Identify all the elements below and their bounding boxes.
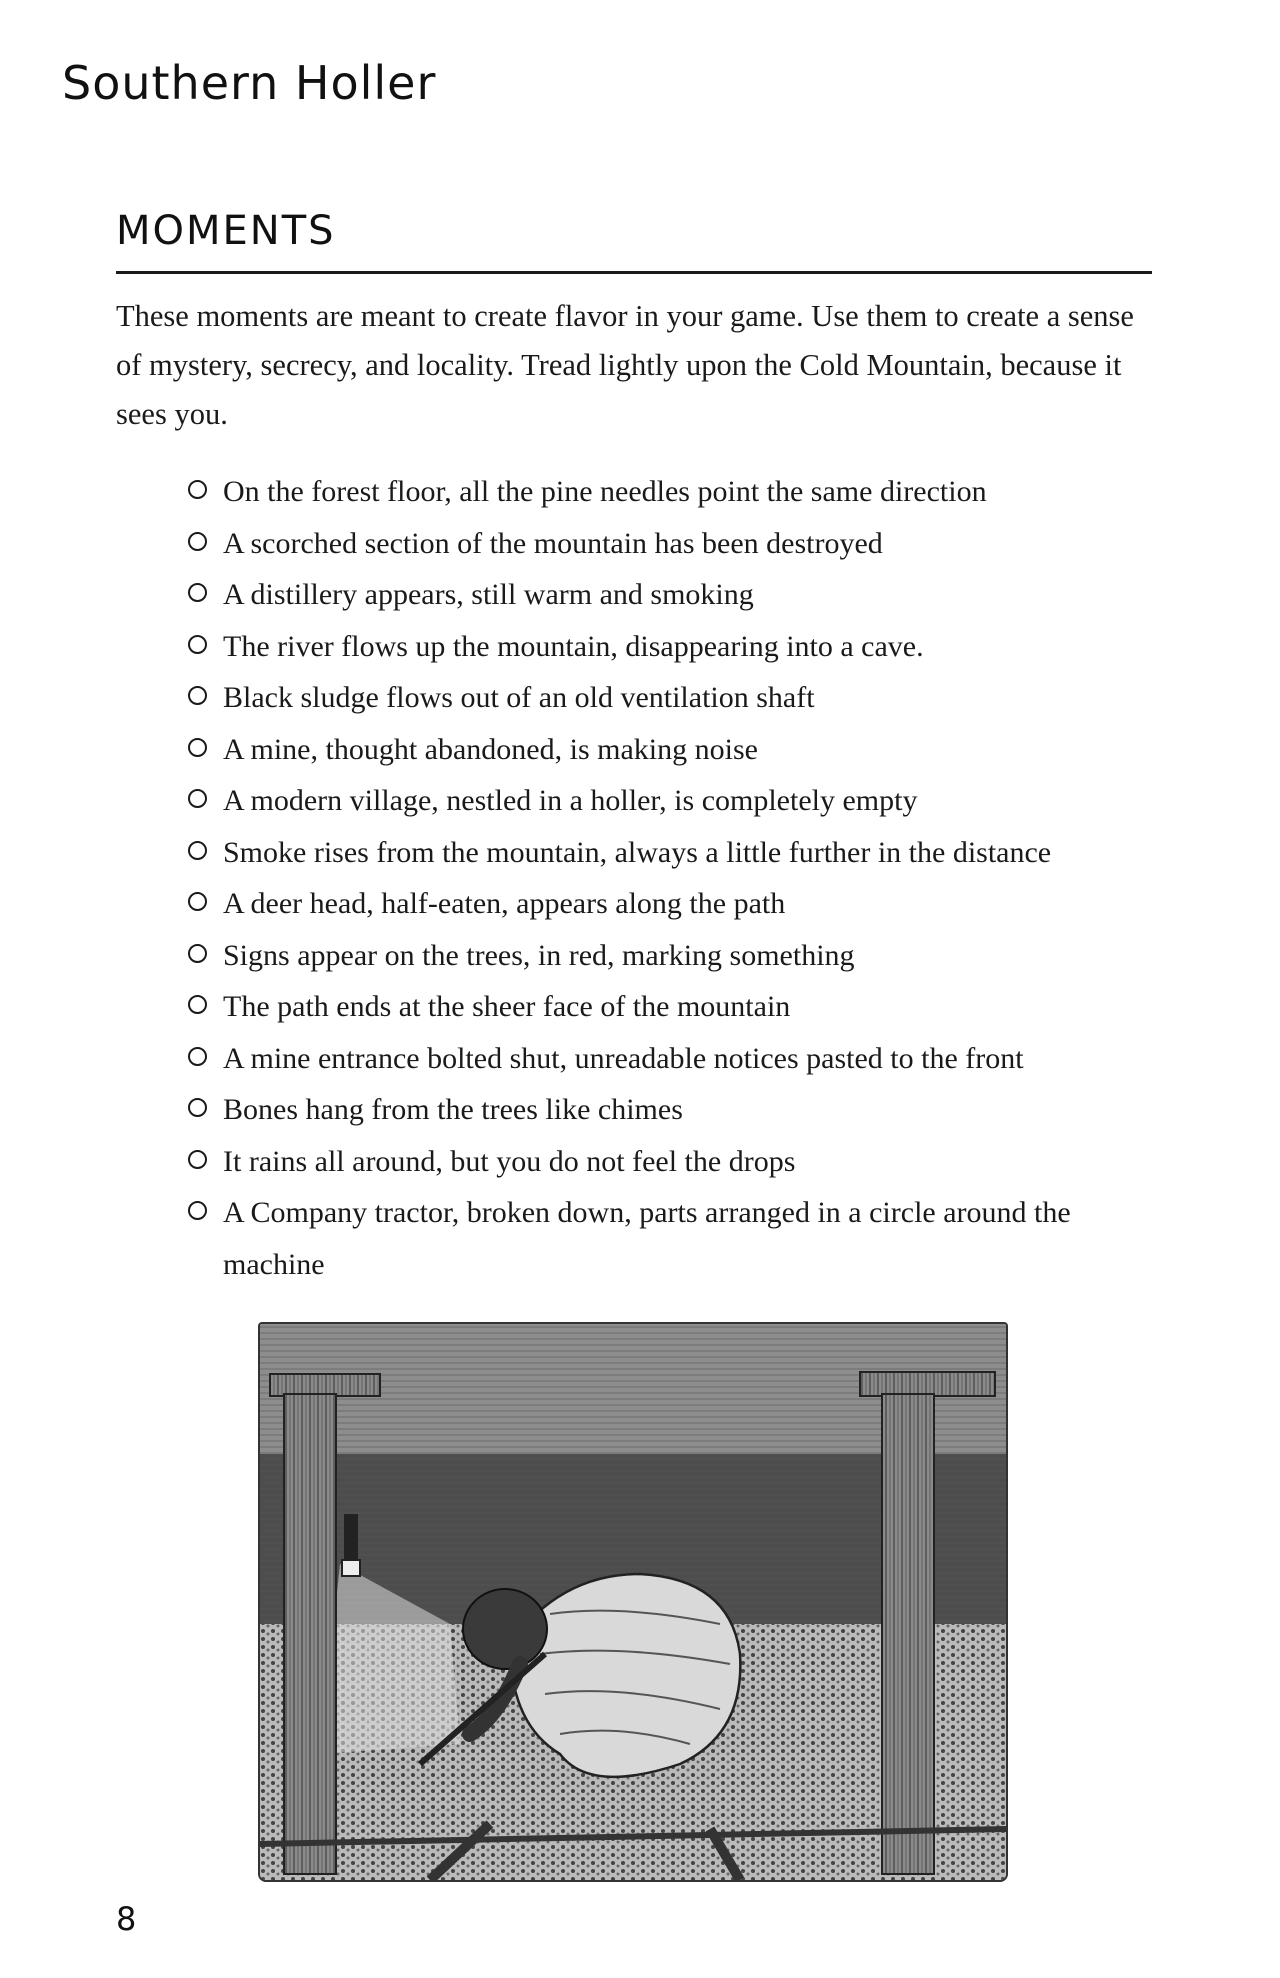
moment-text: A deer head, half-eaten, appears along the path bbox=[223, 887, 786, 920]
moment-text: A distillery appears, still warm and smoking bbox=[223, 578, 754, 611]
empty-circle-checkbox-icon[interactable] bbox=[188, 532, 207, 551]
moment-text: A mine, thought abandoned, is making noise bbox=[223, 732, 758, 766]
empty-circle-checkbox-icon[interactable] bbox=[188, 1150, 207, 1169]
empty-circle-checkbox-icon[interactable] bbox=[188, 583, 207, 602]
moment-item bbox=[188, 878, 1178, 930]
moment-item bbox=[188, 1084, 1178, 1136]
intro-paragraph: These moments are meant to create flavor in your game. Use them to create a sense of mystery, secrecy, and locality. Tread lightly upon the Cold Mountain, because it sees you. bbox=[116, 299, 1134, 431]
empty-circle-checkbox-icon[interactable] bbox=[188, 738, 207, 757]
empty-circle-checkbox-icon[interactable] bbox=[188, 1098, 207, 1117]
moment-item bbox=[188, 672, 1178, 724]
moment-item bbox=[188, 1033, 1178, 1085]
moment-text: It rains all around, but you do not feel the drops bbox=[223, 1144, 796, 1178]
moment-text: On the forest floor, all the pine needles point the same direction bbox=[223, 475, 987, 508]
section-title: MOMENTS bbox=[116, 208, 336, 254]
moment-item bbox=[188, 569, 1178, 621]
moment-text: A Company tractor, broken down, parts arranged in a circle around the machine bbox=[223, 1196, 1071, 1281]
empty-circle-checkbox-icon[interactable] bbox=[188, 1201, 207, 1220]
moment-text: Bones hang from the trees like chimes bbox=[223, 1093, 683, 1126]
empty-circle-checkbox-icon[interactable] bbox=[188, 995, 207, 1014]
moment-item bbox=[188, 724, 1178, 776]
moment-text: Smoke rises from the mountain, always a little further in the distance bbox=[223, 835, 1052, 869]
moment-item bbox=[188, 466, 1178, 518]
moment-item bbox=[188, 621, 1178, 673]
moment-text: The path ends at the sheer face of the mountain bbox=[223, 990, 791, 1023]
moments-checklist bbox=[188, 466, 1178, 1290]
running-head: Southern Holler bbox=[62, 56, 437, 110]
empty-circle-checkbox-icon[interactable] bbox=[188, 480, 207, 499]
moment-text: Signs appear on the trees, in red, marking something bbox=[223, 938, 855, 972]
moment-item bbox=[188, 827, 1178, 879]
empty-circle-checkbox-icon[interactable] bbox=[188, 635, 207, 654]
miner-engraving-illustration bbox=[258, 1322, 1008, 1882]
empty-circle-checkbox-icon[interactable] bbox=[188, 841, 207, 860]
empty-circle-checkbox-icon[interactable] bbox=[188, 789, 207, 808]
empty-circle-checkbox-icon[interactable] bbox=[188, 944, 207, 963]
moment-item bbox=[188, 775, 1178, 827]
page-number: 8 bbox=[116, 1900, 137, 1938]
empty-circle-checkbox-icon[interactable] bbox=[188, 686, 207, 705]
moment-text: A scorched section of the mountain has been destroyed bbox=[223, 526, 883, 560]
moment-item bbox=[188, 930, 1178, 982]
section-divider bbox=[116, 271, 1152, 274]
moment-item bbox=[188, 1136, 1178, 1188]
moment-item bbox=[188, 1187, 1178, 1290]
moment-text: A mine entrance bolted shut, unreadable notices pasted to the front bbox=[223, 1041, 1024, 1075]
moment-item bbox=[188, 981, 1178, 1033]
empty-circle-checkbox-icon[interactable] bbox=[188, 892, 207, 911]
empty-circle-checkbox-icon[interactable] bbox=[188, 1047, 207, 1066]
moment-item bbox=[188, 518, 1178, 570]
moment-text: Black sludge flows out of an old ventilation shaft bbox=[223, 681, 815, 714]
moment-text: A modern village, nestled in a holler, is completely empty bbox=[223, 784, 918, 817]
moment-text: The river flows up the mountain, disappearing into a cave. bbox=[223, 629, 924, 663]
